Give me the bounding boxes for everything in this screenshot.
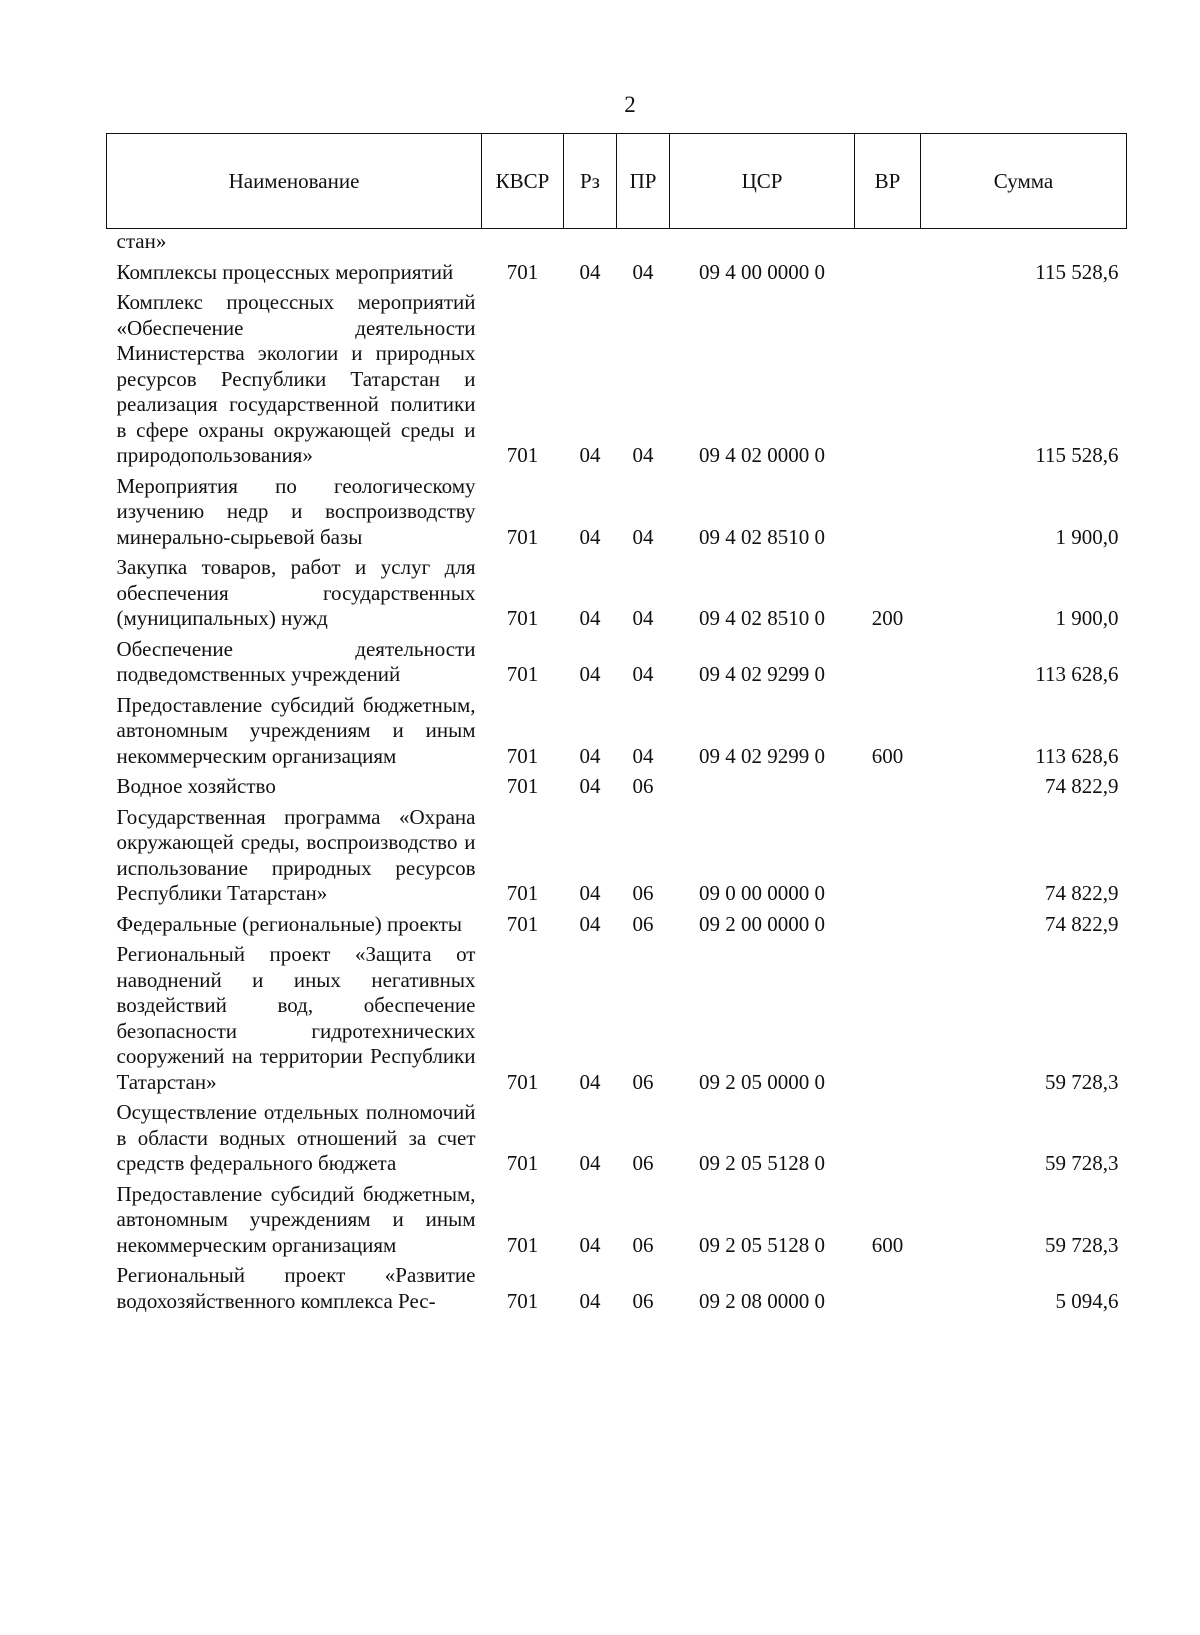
row-rz: 04 xyxy=(579,774,601,798)
header-row xyxy=(107,134,1127,229)
budget-table xyxy=(106,133,1127,1314)
row-csr: 09 2 00 0000 0 xyxy=(699,911,825,936)
row-name: Предоставление субсидий бюджетным, автономным учреждениям и иным некоммерческим организациям xyxy=(116,1181,476,1257)
row-rz xyxy=(564,229,617,255)
row-name: Водное хозяйство xyxy=(116,774,276,798)
row-vr xyxy=(855,800,921,907)
row-kvsr: 701 xyxy=(506,743,539,768)
row-name: Предоставление субсидий бюджетным, автономным учреждениям и иным некоммерческим организациям xyxy=(116,692,476,768)
row-sum: 74 822,9 xyxy=(1045,881,1119,905)
row-rz: 04 xyxy=(579,1288,601,1313)
row-csr: 09 2 05 5128 0 xyxy=(699,1232,825,1257)
row-rz: 04 xyxy=(579,881,601,905)
row-name: Региональный проект «Развитие водохозяйственного комплекса Рес- xyxy=(116,1263,476,1313)
row-kvsr: 701 xyxy=(506,259,539,284)
row-pr: 06 xyxy=(632,1232,654,1257)
row-sum: 74 822,9 xyxy=(1045,774,1119,798)
header-kvsr: КВСР xyxy=(482,134,564,229)
row-vr: 200 xyxy=(871,606,904,630)
row-csr: 09 0 00 0000 0 xyxy=(699,881,825,905)
row-csr: 09 4 02 9299 0 xyxy=(699,743,825,768)
row-vr xyxy=(855,285,921,469)
row-pr: 06 xyxy=(632,1288,654,1313)
row-sum: 74 822,9 xyxy=(1045,911,1119,936)
row-kvsr: 701 xyxy=(506,774,539,798)
row-vr: 600 xyxy=(871,743,904,768)
row-name: Обеспечение деятельности подведомственных учреждений xyxy=(116,636,476,686)
table-row xyxy=(107,688,1127,770)
row-kvsr: 701 xyxy=(506,881,539,905)
row-pr: 06 xyxy=(632,1069,654,1094)
row-sum: 5 094,6 xyxy=(1055,1288,1119,1313)
row-kvsr xyxy=(482,229,564,255)
header-rz: Рз xyxy=(564,134,617,229)
row-pr: 04 xyxy=(632,524,654,549)
row-vr xyxy=(855,229,921,255)
row-name: Закупка товаров, работ и услуг для обеспечения государственных (муниципальных) нужд xyxy=(116,555,476,630)
row-kvsr: 701 xyxy=(506,606,539,630)
row-vr xyxy=(855,907,921,938)
row-rz: 04 xyxy=(579,259,601,284)
table-row xyxy=(107,769,1127,800)
row-vr xyxy=(855,255,921,286)
page-number: 2 xyxy=(624,92,636,117)
table-row xyxy=(107,1258,1127,1314)
row-sum: 1 900,0 xyxy=(1055,524,1119,549)
table-row xyxy=(107,937,1127,1095)
table-row xyxy=(107,469,1127,551)
row-vr: 600 xyxy=(871,1232,904,1257)
row-csr xyxy=(670,229,855,255)
row-sum: 59 728,3 xyxy=(1045,1232,1119,1257)
row-name: Федеральные (региональные) проекты xyxy=(116,911,463,936)
row-name: Осуществление отдельных полномочий в области водных отношений за счет средств федерального бюджета xyxy=(116,1100,476,1175)
row-csr: 09 2 05 5128 0 xyxy=(699,1151,825,1175)
header-csr: ЦСР xyxy=(670,134,855,229)
header-pr: ПР xyxy=(617,134,670,229)
row-kvsr: 701 xyxy=(506,443,539,467)
row-rz: 04 xyxy=(579,606,601,630)
row-sum: 59 728,3 xyxy=(1045,1069,1119,1094)
row-rz: 04 xyxy=(579,911,601,936)
row-rz: 04 xyxy=(579,662,601,686)
row-kvsr: 701 xyxy=(506,1069,539,1094)
row-name: стан» xyxy=(116,229,167,253)
row-rz: 04 xyxy=(579,1151,601,1175)
header-vr: ВР xyxy=(855,134,921,229)
row-name: Региональный проект «Защита от наводнений и иных негативных воздействий вод, обеспечение безопасности гидротехнических сооружений на территории Республики Татарстан» xyxy=(116,942,476,1094)
row-sum: 59 728,3 xyxy=(1045,1151,1119,1175)
row-vr xyxy=(855,1095,921,1177)
row-vr xyxy=(855,1258,921,1314)
row-vr xyxy=(855,469,921,551)
row-kvsr: 701 xyxy=(506,1232,539,1257)
row-name: Государственная программа «Охрана окружающей среды, воспроизводство и использование природных ресурсов Республики Татарстан» xyxy=(116,804,476,905)
table-row xyxy=(107,1095,1127,1177)
row-pr: 04 xyxy=(632,662,654,686)
row-pr: 06 xyxy=(632,774,654,798)
table-row xyxy=(107,285,1127,469)
header-sum: Сумма xyxy=(921,134,1127,229)
row-pr: 04 xyxy=(632,743,654,768)
header-name: Наименование xyxy=(107,134,482,229)
row-csr: 09 4 02 0000 0 xyxy=(699,443,825,467)
row-sum: 1 900,0 xyxy=(1055,606,1119,630)
row-csr: 09 4 02 8510 0 xyxy=(699,606,825,630)
row-vr xyxy=(855,632,921,688)
row-name: Мероприятия по геологическому изучению недр и воспроизводству минерально-сырьевой базы xyxy=(116,473,476,549)
row-rz: 04 xyxy=(579,1232,601,1257)
row-pr: 04 xyxy=(632,443,654,467)
row-rz: 04 xyxy=(579,743,601,768)
row-name: Комплексы процессных мероприятий xyxy=(116,259,454,284)
row-vr xyxy=(855,937,921,1095)
row-sum: 113 628,6 xyxy=(1035,662,1119,686)
row-vr xyxy=(855,769,921,800)
row-kvsr: 701 xyxy=(506,1151,539,1175)
row-rz: 04 xyxy=(579,1069,601,1094)
row-csr: 09 4 02 8510 0 xyxy=(699,524,825,549)
row-kvsr: 701 xyxy=(506,524,539,549)
table-row xyxy=(107,550,1127,632)
row-sum: 113 628,6 xyxy=(1035,743,1119,768)
row-csr: 09 4 00 0000 0 xyxy=(699,259,825,284)
row-rz: 04 xyxy=(579,524,601,549)
row-csr: 09 2 08 0000 0 xyxy=(699,1288,825,1313)
row-pr: 04 xyxy=(632,606,654,630)
table-row xyxy=(107,1177,1127,1259)
table-row xyxy=(107,907,1127,938)
row-sum xyxy=(921,229,1127,255)
table-row xyxy=(107,255,1127,286)
row-pr: 06 xyxy=(632,911,654,936)
row-csr: 09 4 02 9299 0 xyxy=(699,662,825,686)
row-pr: 06 xyxy=(632,1151,654,1175)
table-row xyxy=(107,800,1127,907)
row-kvsr: 701 xyxy=(506,662,539,686)
row-csr xyxy=(670,769,855,800)
row-rz: 04 xyxy=(579,443,601,467)
row-pr xyxy=(617,229,670,255)
row-pr: 04 xyxy=(632,259,654,284)
table-row xyxy=(107,632,1127,688)
row-name: Комплекс процессных мероприятий «Обеспечение деятельности Министерства экологии и природных ресурсов Республики Татарстан и реализация государственной политики в сфере охраны окружающей среды и природопользования» xyxy=(116,290,476,467)
row-kvsr: 701 xyxy=(506,1288,539,1313)
row-kvsr: 701 xyxy=(506,911,539,936)
row-sum: 115 528,6 xyxy=(1035,259,1119,284)
row-csr: 09 2 05 0000 0 xyxy=(699,1069,825,1094)
table-row xyxy=(107,229,1127,255)
row-pr: 06 xyxy=(632,881,654,905)
row-sum: 115 528,6 xyxy=(1035,443,1119,467)
